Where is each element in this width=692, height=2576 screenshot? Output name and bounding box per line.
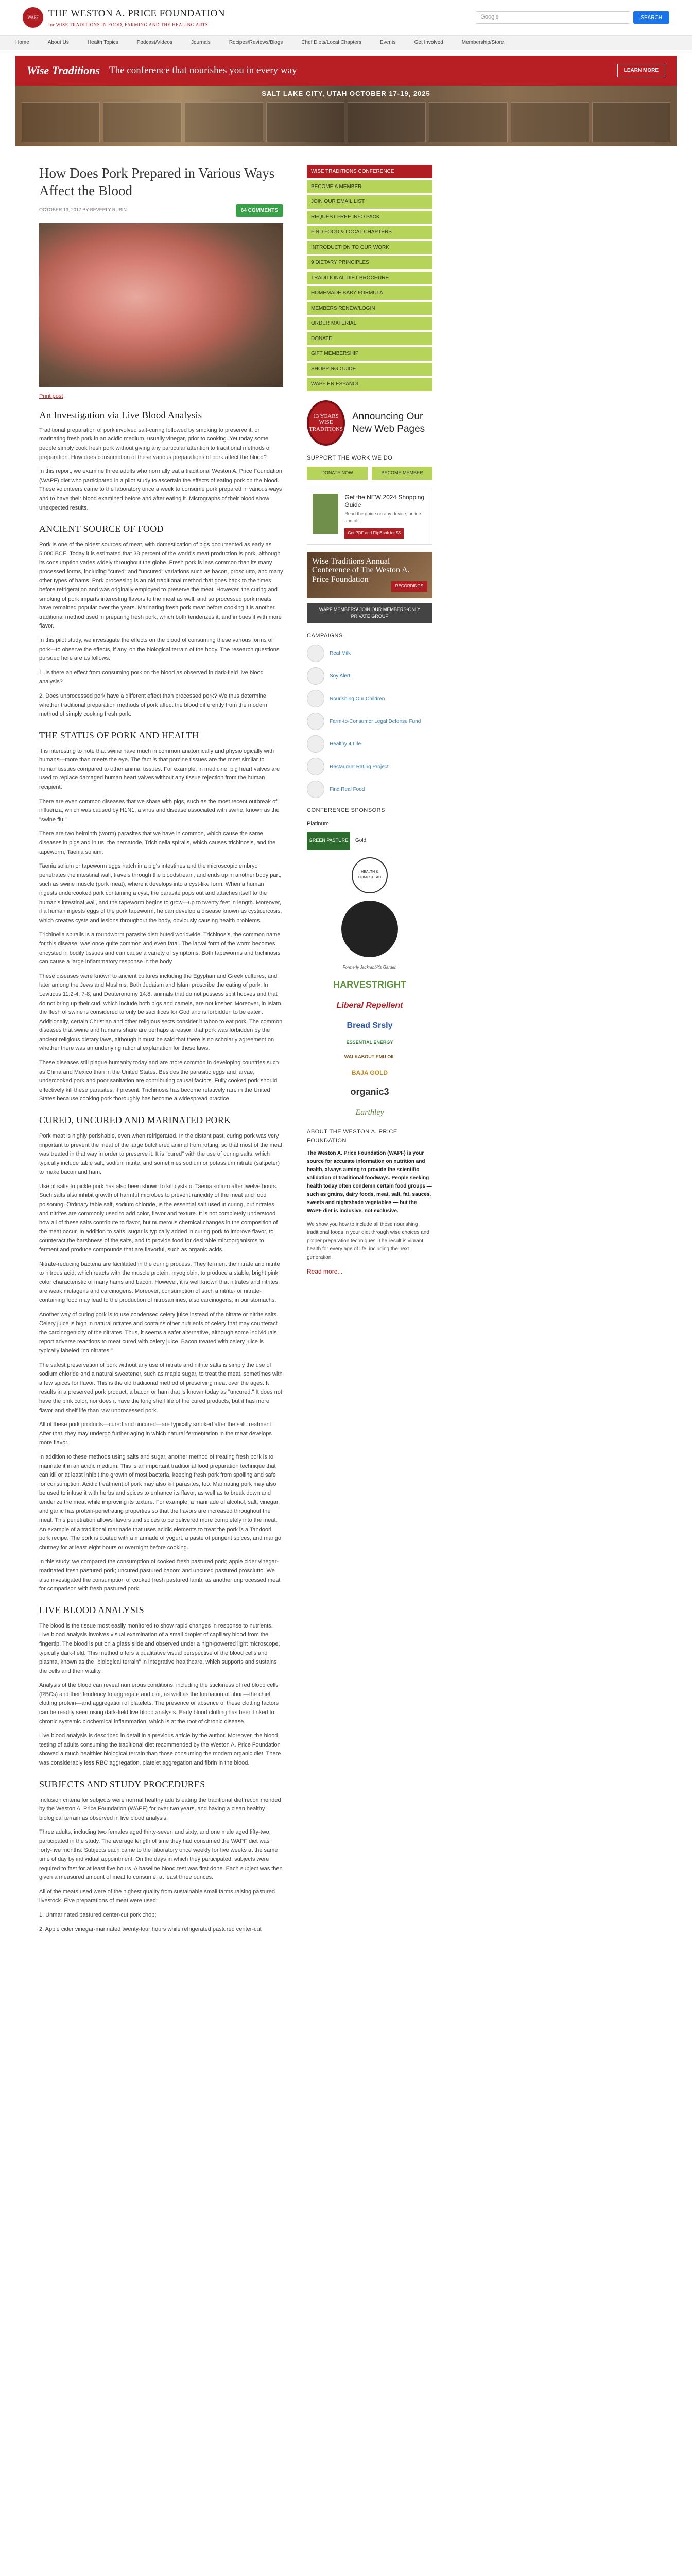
campaign-item[interactable] bbox=[307, 781, 432, 798]
sidebar-link[interactable]: WAPF EN ESPAÑOL bbox=[307, 378, 432, 391]
sponsor-tier-gold: Gold bbox=[355, 837, 367, 843]
sidebar-link[interactable]: TRADITIONAL DIET BROCHURE bbox=[307, 272, 432, 285]
photo-tile bbox=[592, 102, 670, 142]
paragraph: It is interesting to note that swine have much in common anatomically and physiologically with humans—more than meets the eye. The fact is that porcine tissues are the most similar to human tissues compared to other animal tissues. For example, in medicine, pig heart valves are used to replace damaged human heart valves without any tissue rejection from the human recipient. bbox=[39, 748, 280, 791]
paragraph: All of these pork products—cured and uncured—are typically smoked after the salt treatment. After that, they may undergo further aging in which natural fermentation in the meat develops more flavor. bbox=[39, 1421, 273, 1446]
paragraph: All of the meats used were of the highest quality from sustainable small farms raising pastured livestock. Five preparations of meat were used: bbox=[39, 1888, 275, 1904]
photo-tile bbox=[348, 102, 426, 142]
paragraph: Taenia solium or tapeworm eggs hatch in a pig's intestines and the microscopic embryo penetrates the intestinal wall, travels through the bloodstream, and ends up in another body part, such as swine muscle (pork meat), where it develops into a cyst-like form. When a human ingests undercooked pork containing a cyst, the parasite pops out and attaches itself to the human's intestinal wall, and the tapeworm begins to grow—up to twenty feet in length. Moreover, if a human ingests eggs of the pork tapeworm, he can develop a disease known as cysticercosis, which creates cysts and lesions throughout the body, obviously causing health problems. bbox=[39, 863, 282, 924]
paragraph: These diseases were known to ancient cultures including the Egyptian and Greek cultures, and later among the Jews and Muslims. Both Judaism and Islam proscribe the eating of pork. In Leviticus 11:2-4, 7-8, and Deuteronomy 14:8, animals that do not possess split hooves and that do not bring up their cud, which include both pigs and camels, are not kosher. Moreover, in Islam, the flesh of swine is considered to only be sacrifices for God and is forbidden to be eaten. Additionally, certain Christian and other religious sects consider it taboo to eat pork. The common diseases that swine and humans share are perhaps a reason that pork was forbidden by the ancient religious dietary laws, although it must be said that there is no scholarly agreement on whether there was an underlying rational explanation for these laws. bbox=[39, 973, 283, 1052]
campaign-label: Real Milk bbox=[330, 650, 351, 656]
sponsor-logo[interactable]: HARVESTRIGHT bbox=[333, 979, 406, 990]
hero-image bbox=[39, 223, 283, 387]
paragraph: In this pilot study, we investigate the effects on the blood of consuming these various forms of pork—to observe the effects, if any, on the biological terrain of the body. The research questions pursued here are as follows: bbox=[39, 637, 280, 662]
nav-item[interactable]: Chef Diets/Local Chapters bbox=[301, 40, 362, 46]
read-more-link[interactable]: Read more... bbox=[307, 1267, 343, 1275]
sidebar-link[interactable]: ORDER MATERIAL bbox=[307, 317, 432, 330]
photo-tile bbox=[22, 102, 100, 142]
search-input[interactable]: Google bbox=[476, 11, 630, 24]
campaign-item[interactable] bbox=[307, 645, 432, 662]
become-member-button[interactable]: BECOME MEMBER bbox=[372, 467, 432, 480]
paragraph: There are even common diseases that we share with pigs, such as the most recent outbreak of influenza, which was caused by H1N1, a virus and disease associated with swine, known as the "swine flu." bbox=[39, 798, 280, 823]
logo-title: THE WESTON A. PRICE FOUNDATION bbox=[48, 8, 226, 20]
support-buttons bbox=[307, 467, 432, 480]
sponsor-logo[interactable]: WALKABOUT EMU OIL bbox=[344, 1054, 395, 1060]
paragraph: Traditional preparation of pork involved salt-curing followed by smoking to preserve it, or marinating fresh pork in an acidic medium, usually vinegar, prior to cooking. Yet today some people simply cook fresh pork without giving any particular attention to traditional methods of preparation. How does consumption of these various preparations of pork affect the blood? bbox=[39, 427, 271, 461]
section-heading: An Investigation via Live Blood Analysis bbox=[39, 410, 202, 421]
sidebar-link[interactable]: HOMEMADE BABY FORMULA bbox=[307, 286, 432, 300]
sponsor-tier: Platinum bbox=[307, 820, 329, 827]
sponsor-row bbox=[307, 832, 432, 850]
campaign-item[interactable] bbox=[307, 667, 432, 685]
photo-tile bbox=[429, 102, 507, 142]
banner-caption: SALT LAKE CITY, UTAH OCTOBER 17-19, 2025 bbox=[262, 90, 430, 97]
paragraph: Live blood analysis is described in detail in a previous article by the author. Moreover, the blood testing of adults consuming the traditional diet recommended by the Weston A. Price Foundation showed a much healthier biological terrain than those consuming the modern organic diet. There was considerably less RBC aggregation, platelet aggregation and fibrin in the blood. bbox=[39, 1733, 281, 1767]
paragraph: The safest preservation of pork without any use of nitrate and nitrite salts is simply the use of sodium chloride and a natural sweetener, such as maple sugar, to treat the meat, sometimes with a few spices for flavor. This is the old traditional method of preserving meat over the ages. It results in a preserved pork product, a bacon or ham that is known today as "uncured." It does not have the pink color, nor does it have the long shelf life of the cured products, but it has more flavor and shelf life than raw unprocessed pork. bbox=[39, 1362, 283, 1414]
search-button[interactable]: SEARCH bbox=[633, 11, 669, 24]
sidebar-link[interactable]: WISE TRADITIONS CONFERENCE bbox=[307, 165, 432, 178]
article bbox=[39, 165, 283, 1939]
nav-item[interactable]: Membership/Store bbox=[461, 40, 504, 46]
find-food-icon bbox=[307, 781, 324, 798]
wise-traditions-seal-icon: 13 YEARS WISE TRADITIONS bbox=[307, 400, 345, 446]
nav-item[interactable]: Recipes/Reviews/Blogs bbox=[229, 40, 283, 46]
paragraph: Analysis of the blood can reveal numerous conditions, including the stickiness of red blood cells (RBCs) and their tendency to aggregate and clot, as well as the formation of fibrin—the chief clotting protein—and aggregation of platelets. The presence or absence of these clotting factors can be readily seen using dark-field live blood analysis. Early blood clotting has been linked to chronic systemic biochemical inflammation, which is at the root of chronic disease. bbox=[39, 1682, 279, 1725]
campaign-label: Restaurant Rating Project bbox=[330, 764, 389, 770]
photo-tile bbox=[103, 102, 181, 142]
section-heading: CURED, UNCURED AND MARINATED PORK bbox=[39, 1115, 231, 1126]
photo-tile bbox=[511, 102, 589, 142]
banner-brand: Wise Traditions bbox=[27, 63, 100, 77]
guide-subtitle: Read the guide on any device, online and off. bbox=[344, 511, 421, 524]
photo-tile bbox=[266, 102, 344, 142]
sidebar-link[interactable]: GIFT MEMBERSHIP bbox=[307, 347, 432, 361]
donate-button[interactable]: DONATE NOW bbox=[307, 467, 368, 480]
article-date: OCTOBER 13, 2017 BY BEVERLY RUBIN bbox=[39, 207, 127, 213]
campaign-item[interactable] bbox=[307, 735, 432, 753]
nav-item[interactable]: Home bbox=[15, 40, 29, 46]
campaign-label: Nourishing Our Children bbox=[330, 696, 385, 702]
campaign-label: Soy Alert! bbox=[330, 673, 352, 679]
paragraph: In this report, we examine three adults who normally eat a traditional Weston A. Price Foundation (WAPF) diet who participated in a pilot study to ascertain the effects of eating pork on the blood. These volunteers came to the laboratory once a week to consume pork prepared in various ways and to have their blood examined before and after eating it. Micrographs of their blood show unexpected results. bbox=[39, 468, 282, 511]
learn-more-button[interactable]: LEARN MORE bbox=[617, 64, 665, 77]
sponsor-caption: Formerly Jackrabbit's Garden bbox=[342, 964, 397, 970]
members-group-banner[interactable]: WAPF MEMBERS! JOIN OUR MEMBERS-ONLY PRIVATE GROUP bbox=[307, 603, 432, 624]
paragraph: Pork is one of the oldest sources of meat, with domestication of pigs documented as early as 5,000 BCE. Today it is estimated that 38 percent of the world's meat production is pork, although its consumption varies widely throughout the globe. Fresh pork is less common than its many processed forms, including "cured" and "uncured" variations such as bacon, prosciutto, and many other types of hams. Pork processing is an old traditional method that goes back to the times before refrigeration and was originally employed to preserve the meat. However, the curing and smoking of pork imparts interesting flavors to the meat as well, and so processed pork meats have remained popular over the years. Marinating fresh pork meat before cooking it is another traditional method used in preparing fresh pork, which both tenderizes it, and imbues it with more flavor. bbox=[39, 541, 283, 630]
logo-subtitle: for WISE TRADITIONS IN FOOD, FARMING AND THE HEALING ARTS bbox=[48, 22, 209, 27]
sidebar-link[interactable]: SHOPPING GUIDE bbox=[307, 363, 432, 376]
announcement-text: Announcing Our New Web Pages bbox=[352, 411, 425, 434]
campaign-item[interactable] bbox=[307, 713, 432, 730]
campaign-item[interactable] bbox=[307, 758, 432, 775]
about-heading: ABOUT THE WESTON A. PRICE FOUNDATION bbox=[307, 1128, 397, 1144]
paragraph: These diseases still plague humanity today and are more common in developing countries such as China and Mexico than in the United States. Besides the parasitic eggs and larvae, undercooked pork and poor sanitation are contributing causal factors. Fully cooked pork should effectively kill these parasites, if present. Trichinosis has become relatively rare in the United States because cooking pork thoroughly has become a widespread practice. bbox=[39, 1060, 279, 1103]
sponsors-heading: CONFERENCE SPONSORS bbox=[307, 807, 385, 814]
section-heading: THE STATUS OF PORK AND HEALTH bbox=[39, 730, 199, 740]
about-text: We show you how to include all these nourishing traditional foods in your diet through wise choices and proper preparation techniques. The result is vibrant health for every age of life, including the next generation. bbox=[307, 1221, 429, 1260]
sidebar-link[interactable]: MEMBERS RENEW/LOGIN bbox=[307, 302, 432, 315]
paragraph: Another way of curing pork is to use condensed celery juice instead of the nitrate or nitrite salts. Celery juice is high in natural nitrates and contains other nutrients of celery that may counteract the carcinogenicity of the nitrates. Thus, it seems a safer alternative, although some individuals report adverse reactions to meat cured with celery juice. Bacon treated with celery juice is typically labeled "no nitrates." bbox=[39, 1311, 279, 1354]
foundation-seal-icon: WAPF bbox=[23, 7, 43, 28]
conference-recordings-promo[interactable] bbox=[307, 552, 432, 598]
campaign-label: Healthy 4 Life bbox=[330, 741, 361, 747]
sidebar-link[interactable]: 9 DIETARY PRINCIPLES bbox=[307, 256, 432, 269]
shopping-guide-cover bbox=[313, 494, 338, 534]
paragraph: There are two helminth (worm) parasites that we have in common, which cause the same diseases in pigs and in us: the nematode, Trichinella spiralis, which causes trichinosis, and the tapeworm, Taenia solium. bbox=[39, 831, 276, 855]
paragraph: 1. Is there an effect from consuming pork on the blood as observed in dark-field live blood analysis? bbox=[39, 669, 264, 685]
sponsor-logo[interactable]: organic3 bbox=[350, 1086, 389, 1097]
legal-defense-icon bbox=[307, 713, 324, 730]
paragraph: 2. Does unprocessed pork have a different effect than processed pork? We thus determine whether traditional preparation methods of pork affect the blood differently from the modern method of simply cooking fresh pork. bbox=[39, 692, 267, 718]
section-heading: ANCIENT SOURCE OF FOOD bbox=[39, 523, 164, 534]
sidebar-link[interactable]: DONATE bbox=[307, 332, 432, 346]
sponsor-logo[interactable]: Bread Srsly bbox=[347, 1021, 393, 1030]
guide-title: Get the NEW 2024 Shopping Guide bbox=[344, 494, 425, 509]
article-meta bbox=[39, 204, 283, 217]
sidebar-links bbox=[307, 165, 432, 391]
paragraph: 1. Unmarinated pastured center-cut pork chop; bbox=[39, 1912, 157, 1919]
main-nav bbox=[0, 35, 692, 50]
site-logo[interactable] bbox=[23, 6, 225, 28]
sponsor-logo[interactable]: HEALTH & HOMESTEAD bbox=[352, 857, 388, 893]
sidebar-link[interactable]: FIND FOOD & LOCAL CHAPTERS bbox=[307, 226, 432, 239]
search-form bbox=[476, 11, 669, 24]
paragraph: Pork meat is highly perishable, even when refrigerated. In the distant past, curing pork was very important to prevent the meat of the large butchered animal from rotting, so that most of the meat was treated in that way in order to preserve it. It is "cured" with the use of curing salts, which typically include table salt, sodium nitrite, and sometimes sodium or potassium nitrate (saltpeter) to make bacon and ham. bbox=[39, 1132, 283, 1176]
support-heading: SUPPORT THE WORK WE DO bbox=[307, 454, 393, 461]
conference-banner[interactable] bbox=[15, 56, 677, 86]
sponsor-logo[interactable]: ESSENTIAL ENERGY bbox=[346, 1040, 393, 1045]
conference-photo-banner[interactable] bbox=[15, 86, 677, 146]
photo-tile bbox=[185, 102, 263, 142]
sidebar-link[interactable]: REQUEST FREE INFO PACK bbox=[307, 211, 432, 224]
spoons-icon bbox=[307, 758, 324, 775]
banner-slogan: The conference that nourishes you in every way bbox=[109, 65, 297, 76]
sidebar-link[interactable]: BECOME A MEMBER bbox=[307, 180, 432, 194]
banner-photo-tiles bbox=[22, 102, 670, 142]
paragraph: In this study, we compared the consumption of cooked fresh pastured pork; apple cider vinegar-marinated fresh pastured pork; uncured pastured bacon; and uncured pastured prosciutto. We also investigated the consumption of cooked fresh pastured lamb, as another unprocessed meat for comparison with fresh pastured pork. bbox=[39, 1558, 281, 1592]
sponsor-logo[interactable]: Liberal Repellent bbox=[336, 1001, 403, 1010]
guide-button[interactable]: Get PDF and FlipBook for $5 bbox=[344, 528, 404, 538]
nav-item[interactable]: Journals bbox=[191, 40, 211, 46]
comments-badge[interactable]: 64 COMMENTS bbox=[236, 204, 283, 217]
sponsor-logo[interactable]: GREEN PASTURE bbox=[307, 832, 350, 850]
paragraph: In addition to these methods using salts and sugar, another method of treating fresh pork is to marinate it in an acidic medium. This is an important traditional food preparation technique that can kill or at least inhibit the growth of most bacteria, keeping fresh pork from spoiling and safe for consumption. Acidic treatment of pork may also kill parasites, too. Marinating pork may also be used to infuse it with herbs and spices to enhance its flavor, as well as to break down and tenderize the meat while improving its texture. For example, a marinade of alcohol, salt, vinegar, and garlic has protein-penetrating properties so that the flavors are increased throughout the meat. This penetration allows flavors and spices to be delivered more completely into the meat. An example of a traditional marinade that uses acidic elements to treat the pork is a Tandoori pork recipe. The pork is coated with a marinade of yogurt, a paste of pungent spices, and mango chutney for at least eight hours or overnight before cooking. bbox=[39, 1453, 282, 1551]
shopping-guide-promo[interactable] bbox=[307, 488, 432, 544]
healthy-4-life-icon bbox=[307, 735, 324, 753]
paragraph: The blood is the tissue most easily monitored to show rapid changes in response to nutrients. Live blood analysis involves visual examination of a small droplet of capillary blood from the fingertip. The blood is put on a glass slide and observed under a high-powered light microscope, typically dark-field. This method offers a qualitative visual perspective of the blood cells and plasma, known as the "biological terrain" in integrative healthcare, which supports and sustains the cells and their vitality. bbox=[39, 1622, 280, 1674]
page-title: How Does Pork Prepared in Various Ways Affect the Blood bbox=[39, 165, 275, 198]
paragraph: Nitrate-reducing bacteria are facilitated in the curing process. They ferment the nitrate and nitrite to nitrous acid, which reacts with the muscle protein, myoglobin, to produce a stable, bright pink color characteristic of many hams and bacon. However, it is well known that nitrates and nitrites are weak mutagens and carcinogens. Moreover, consumption of such a nitrite- or nitrate-containing food may lead to the production of nitrosamines, also carcinogens, in our stomachs. bbox=[39, 1261, 280, 1304]
paragraph: Use of salts to pickle pork has also been shown to kill cysts of Taenia solium after twelve hours. Such salts also inhibit growth of harmful microbes to prevent rancidity of the meat and food poisoning. Ordinary table salt, sodium chloride, is the essential salt used in curing, but nitrates and nitrites are commonly used to add color, flavor and texture. It is not completely understood how all of these salts contribute to flavor, but numerous chemical changes in the composition of the meat occur. In addition to salts, sugar is typically added in curing pork to improve flavor, to counteract the harshness of the salts, and to provide food for desirable microorganisms to ferment and produce compounds that are flavorful, such as organic acids. bbox=[39, 1183, 278, 1253]
campaign-label: Farm-to-Consumer Legal Defense Fund bbox=[330, 718, 421, 724]
sponsor-logo[interactable]: Earthley bbox=[355, 1108, 384, 1117]
campaign-item[interactable] bbox=[307, 690, 432, 707]
soy-alert-icon bbox=[307, 667, 324, 685]
paragraph: Inclusion criteria for subjects were normal healthy adults eating the traditional diet recommended by the Weston A. Price Foundation (WAPF) for over two years, and having a clean healthy biological terrain as observed in live blood analysis. bbox=[39, 1797, 281, 1821]
campaigns-heading: CAMPAIGNS bbox=[307, 633, 343, 639]
campaign-label: Find Real Food bbox=[330, 786, 365, 792]
real-milk-icon bbox=[307, 645, 324, 662]
about-section bbox=[307, 1128, 432, 1277]
nav-item[interactable]: About Us bbox=[47, 40, 69, 46]
sidebar bbox=[307, 165, 432, 1276]
paragraph: 2. Apple cider vinegar-marinated twenty-four hours while refrigerated pastured center-cut bbox=[39, 1926, 262, 1933]
sponsor-logo[interactable]: BAJA GOLD bbox=[351, 1069, 388, 1077]
sidebar-link[interactable]: INTRODUCTION TO OUR WORK bbox=[307, 241, 432, 255]
recordings-button[interactable]: RECORDINGS bbox=[391, 581, 427, 591]
announcement[interactable] bbox=[307, 400, 432, 446]
nav-item[interactable]: Health Topics bbox=[87, 40, 118, 46]
paragraph: Three adults, including two females aged thirty-seven and sixty, and one male aged fifty-two, participated in the study. The average length of time they had consumed the WAPF diet was forty-five months. Subjects each came to the laboratory once weekly for five weeks at the same time of day by individual appointment. On the days in which they participated, subjects were required to fast for at least five hours. A baseline blood test was first done. Each subject was then given a measured amount of meat to consume, at least three ounces. bbox=[39, 1829, 283, 1881]
section-heading: SUBJECTS AND STUDY PROCEDURES bbox=[39, 1778, 205, 1789]
section-heading: LIVE BLOOD ANALYSIS bbox=[39, 1604, 144, 1615]
sidebar-link[interactable]: JOIN OUR EMAIL LIST bbox=[307, 195, 432, 209]
nav-item[interactable]: Podcast/Videos bbox=[136, 40, 172, 46]
children-icon bbox=[307, 690, 324, 707]
paragraph: Trichinella spiralis is a roundworm parasite distributed worldwide. Trichinosis, the common name for this disease, was once quite common and even fatal. The larval form of the worm becomes encysted in bodily tissues and can cause a variety of symptoms. Both tapeworms and trichinosis can cause a large inflammatory response in the body. bbox=[39, 931, 281, 965]
nav-item[interactable]: Get Involved bbox=[414, 40, 443, 46]
site-header bbox=[0, 0, 692, 35]
nav-item[interactable]: Events bbox=[380, 40, 396, 46]
conference-title: Wise Traditions Annual Conference of The Weston A. Price Foundation bbox=[312, 556, 410, 584]
print-post-link[interactable]: Print post bbox=[39, 393, 63, 399]
about-bold: The Weston A. Price Foundation (WAPF) is your source for accurate information on nutrition and health, always aiming to provide the scientific validation of traditional foodways. People seeking health today often condemn certain food groups — such as grains, dairy foods, meat, salt, fat, sauces, sweets and nightshade vegetables — but the WAPF diet is inclusive, not exclusive. bbox=[307, 1150, 432, 1214]
